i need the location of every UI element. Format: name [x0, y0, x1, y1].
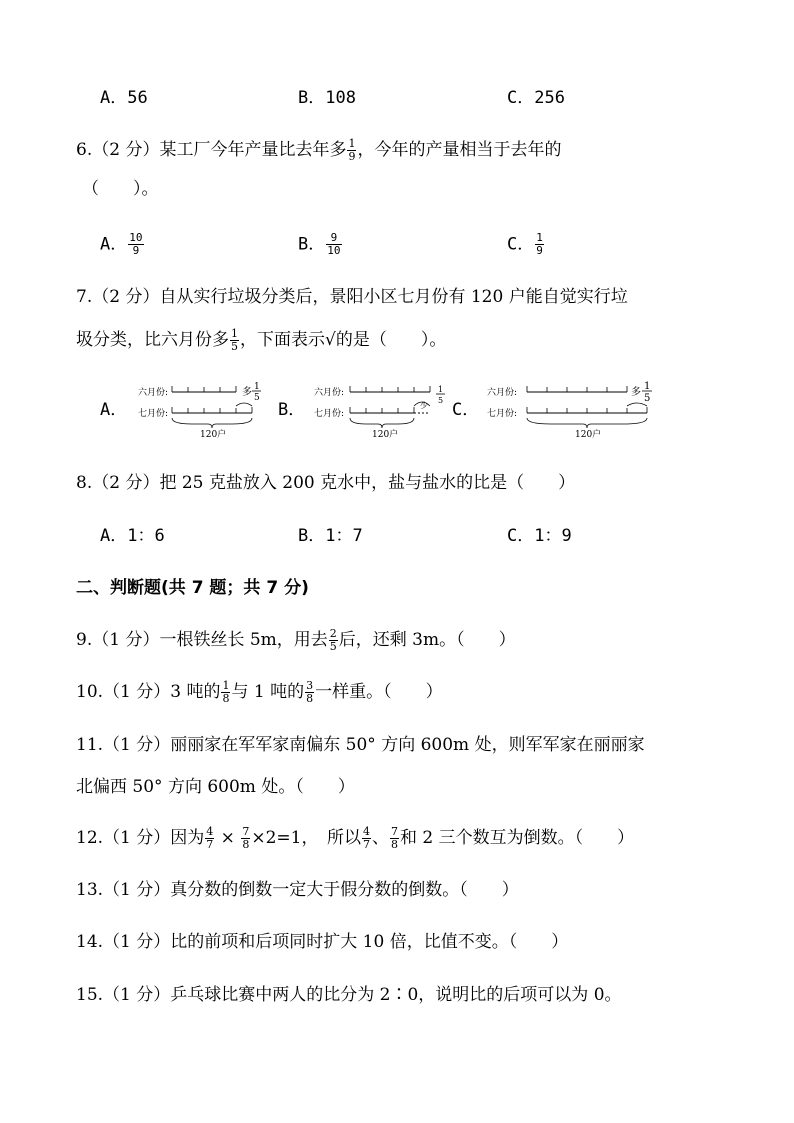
july-label: 七月份:	[487, 409, 518, 419]
q8-question: 8.（2 分）把 25 克盐放入 200 克水中，盐与盐水的比是（ ）	[76, 473, 576, 493]
q10-question: 10.（1 分）3 吨的 $\frac{1}{8}$ 与 1 吨的 $\frac{3}{8}$ 一样重。（ ）	[76, 679, 443, 705]
total-label: 120户	[200, 430, 227, 440]
frac-num: 1	[254, 382, 260, 392]
q6-answer-blank: （ ）。	[82, 179, 159, 199]
q7-option-c: C．	[452, 400, 480, 420]
q11-question-line1: 11.（1 分）丽丽家在军军家南偏东 50° 方向 600m 处，则军军家在丽丽家	[76, 735, 645, 755]
q8-option-a: A．1：6	[100, 526, 165, 546]
total-label: 120户	[372, 430, 399, 440]
q6-option-b: B． $\frac{9}{10}$	[298, 231, 341, 257]
q5-option-c: C．256	[507, 88, 565, 108]
q6-option-c: C． $\frac{1}{9}$	[507, 231, 543, 257]
frac-num: 1	[438, 385, 444, 394]
q9-question: 9.（1 分）一根铁丝长 5m，用去 $\frac{2}{5}$ 后，还剩 3m。（ ）	[76, 627, 516, 653]
q5-option-a: A．56	[100, 88, 148, 108]
q7-question-line1: 7.（2 分）自从实行垃圾分类后，景阳小区七月份有 120 户能自觉实行垃	[76, 287, 628, 307]
june-label: 六月份:	[314, 388, 345, 398]
q12-question: 12.（1 分）因为 $\frac{4}{7}$ × $\frac{7}{8}$ ×2=1， 所以 $\frac{4}{7}$ 、 $\frac{7}{8}$ 和 2 三个数互为倒数。（ ）	[76, 825, 635, 851]
frac-den: 5	[438, 396, 444, 405]
q14-question: 14.（1 分）比的前项和后项同时扩大 10 倍，比值不变。（ ）	[76, 932, 569, 952]
total-label: 120户	[575, 430, 602, 440]
q15-question: 15.（1 分）乒乓球比赛中两人的比分为 2∶0，说明比的后项可以为 0。	[76, 985, 622, 1005]
q7-option-b: B．	[278, 400, 306, 420]
q7-option-a: A．	[100, 400, 128, 420]
more-label: 多	[242, 387, 252, 398]
q6-option-a: A． $\frac{10}{9}$	[100, 231, 143, 257]
section-title: 二、判断题(共 7 题；共 7 分)	[76, 578, 309, 598]
q8-option-c: C．1：9	[507, 526, 572, 546]
q8-option-b: B．1：7	[298, 526, 363, 546]
july-label: 七月份:	[314, 409, 345, 419]
frac-den: 5	[644, 393, 651, 404]
q5-option-b: B．108	[298, 88, 356, 108]
june-label: 六月份:	[487, 388, 518, 398]
less-label: 少	[420, 401, 428, 410]
june-label: 六月份:	[138, 388, 169, 398]
q7-diagram-b	[314, 378, 454, 440]
frac-num: 1	[644, 381, 651, 392]
q7-diagram-a	[138, 378, 264, 440]
q7-diagram-c	[487, 378, 659, 440]
more-label: 多	[631, 387, 641, 398]
q11-question-line2: 北偏西 50° 方向 600m 处。（ ）	[76, 777, 355, 797]
frac-den: 5	[254, 393, 260, 403]
q6-question: 6.（2 分）某工厂今年产量比去年多 $\frac{1}{9}$ ，今年的产量相当于去年的	[76, 137, 562, 163]
july-label: 七月份:	[138, 409, 169, 419]
q13-question: 13.（1 分）真分数的倒数一定大于假分数的倒数。（ ）	[76, 880, 519, 900]
q7-question-line2: 圾分类，比六月份多 $\frac{1}{5}$ ，下面表示√的是（ ）。	[76, 327, 447, 353]
